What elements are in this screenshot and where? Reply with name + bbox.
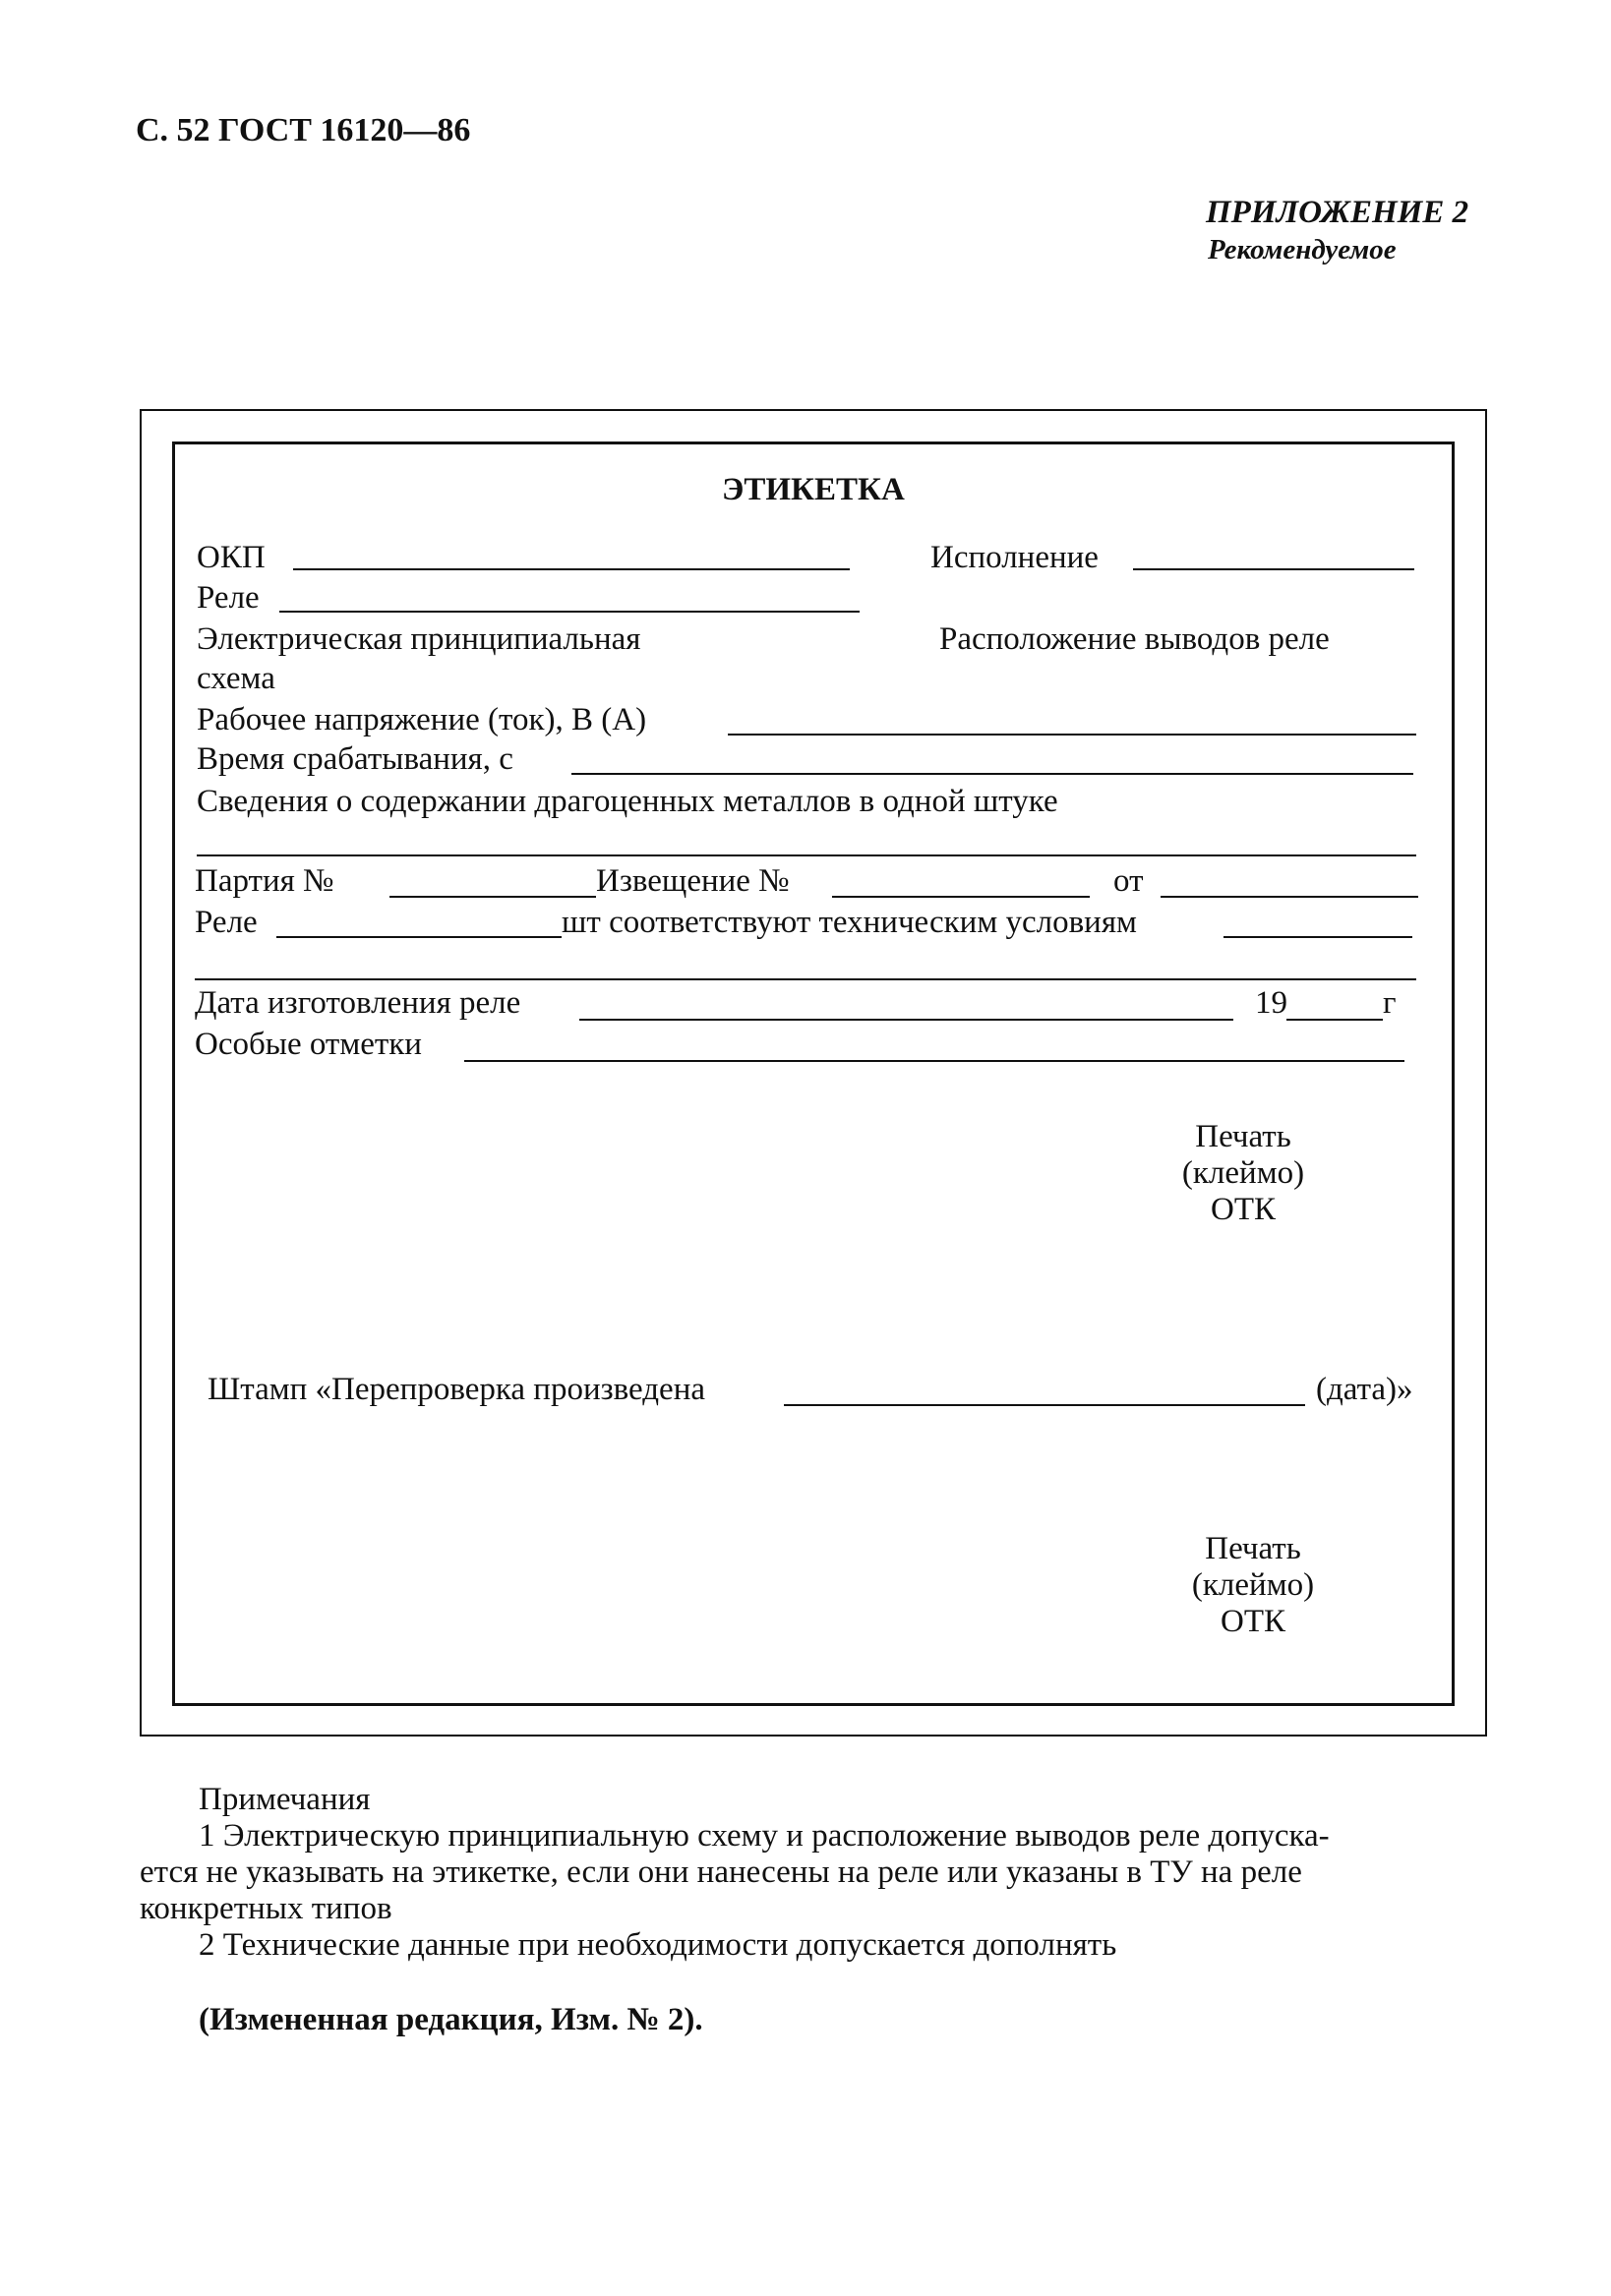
year-prefix: 19 — [1255, 985, 1287, 1021]
response-time-label: Время срабатывания, с — [197, 741, 513, 777]
compliance-field-line[interactable] — [1223, 936, 1412, 938]
notes-heading: Примечания — [199, 1782, 371, 1817]
batch-field-line[interactable] — [389, 896, 596, 898]
year-field-line[interactable] — [1286, 1019, 1383, 1021]
note-1-line3: конкретных типов — [140, 1891, 392, 1926]
relay-count-label: Реле — [195, 905, 258, 940]
manufacture-date-field-line[interactable] — [579, 1019, 1233, 1021]
notice-label: Извещение № — [596, 863, 790, 899]
note-1-line1: 1 Электрическую принципиальную схему и расположение выводов реле допуска- — [199, 1818, 1330, 1854]
relay-field-line[interactable] — [279, 611, 860, 613]
seal-2-line3: ОТК — [1221, 1604, 1285, 1639]
relay-count-field-line[interactable] — [276, 936, 562, 938]
seal-1-line2: (клеймо) — [1181, 1155, 1305, 1191]
page-reference: С. 52 ГОСТ 16120—86 — [136, 112, 471, 148]
circuit-label-line1: Электрическая принципиальная — [197, 621, 641, 657]
execution-field-line[interactable] — [1133, 568, 1414, 570]
working-voltage-field-line[interactable] — [728, 734, 1416, 736]
okp-field-line[interactable] — [293, 568, 850, 570]
manufacture-date-label: Дата изготовления реле — [195, 985, 521, 1021]
seal-2-line1: Печать — [1205, 1531, 1301, 1566]
otk-seal-1 — [1145, 1119, 1342, 1228]
recheck-date-field-line[interactable] — [784, 1404, 1305, 1406]
notice-field-line[interactable] — [832, 896, 1090, 898]
note-1-line2: ется не указывать на этикетке, если они нанесены на реле или указаны в ТУ на реле — [140, 1854, 1302, 1890]
seal-1-line3: ОТК — [1211, 1192, 1276, 1227]
year-suffix: г — [1383, 985, 1397, 1021]
recheck-date-close: (дата)» — [1316, 1372, 1413, 1407]
otk-seal-2 — [1155, 1531, 1351, 1640]
label-title: ЭТИКЕТКА — [722, 472, 905, 507]
from-label: от — [1113, 863, 1144, 899]
from-date-field-line[interactable] — [1161, 896, 1418, 898]
special-marks-field-line[interactable] — [464, 1060, 1404, 1062]
batch-label: Партия № — [195, 863, 334, 899]
execution-label: Исполнение — [930, 540, 1099, 575]
compliance-text: шт соответствуют техническим условиям — [562, 905, 1137, 940]
amendment-note: (Измененная редакция, Изм. № 2). — [199, 2002, 703, 2037]
seal-2-line2: (клеймо) — [1191, 1567, 1315, 1603]
appendix-title: ПРИЛОЖЕНИЕ 2 — [1206, 195, 1469, 230]
working-voltage-label: Рабочее напряжение (ток), В (А) — [197, 702, 647, 737]
precious-metals-field-line[interactable] — [197, 854, 1416, 856]
recheck-stamp-label: Штамп «Перепроверка произведена — [208, 1372, 706, 1407]
circuit-label-line2: схема — [197, 661, 275, 696]
response-time-field-line[interactable] — [571, 773, 1413, 775]
pin-layout-label: Расположение выводов реле — [939, 621, 1330, 657]
okp-label: ОКП — [197, 540, 266, 575]
precious-metals-label: Сведения о содержании драгоценных металлов в одной штуке — [197, 784, 1058, 819]
note-2: 2 Технические данные при необходимости допускается дополнять — [199, 1927, 1117, 1963]
relay-label: Реле — [197, 580, 260, 616]
seal-1-line1: Печать — [1195, 1119, 1291, 1154]
appendix-status: Рекомендуемое — [1208, 234, 1397, 265]
special-marks-label: Особые отметки — [195, 1027, 422, 1062]
compliance-extra-line[interactable] — [195, 978, 1416, 980]
